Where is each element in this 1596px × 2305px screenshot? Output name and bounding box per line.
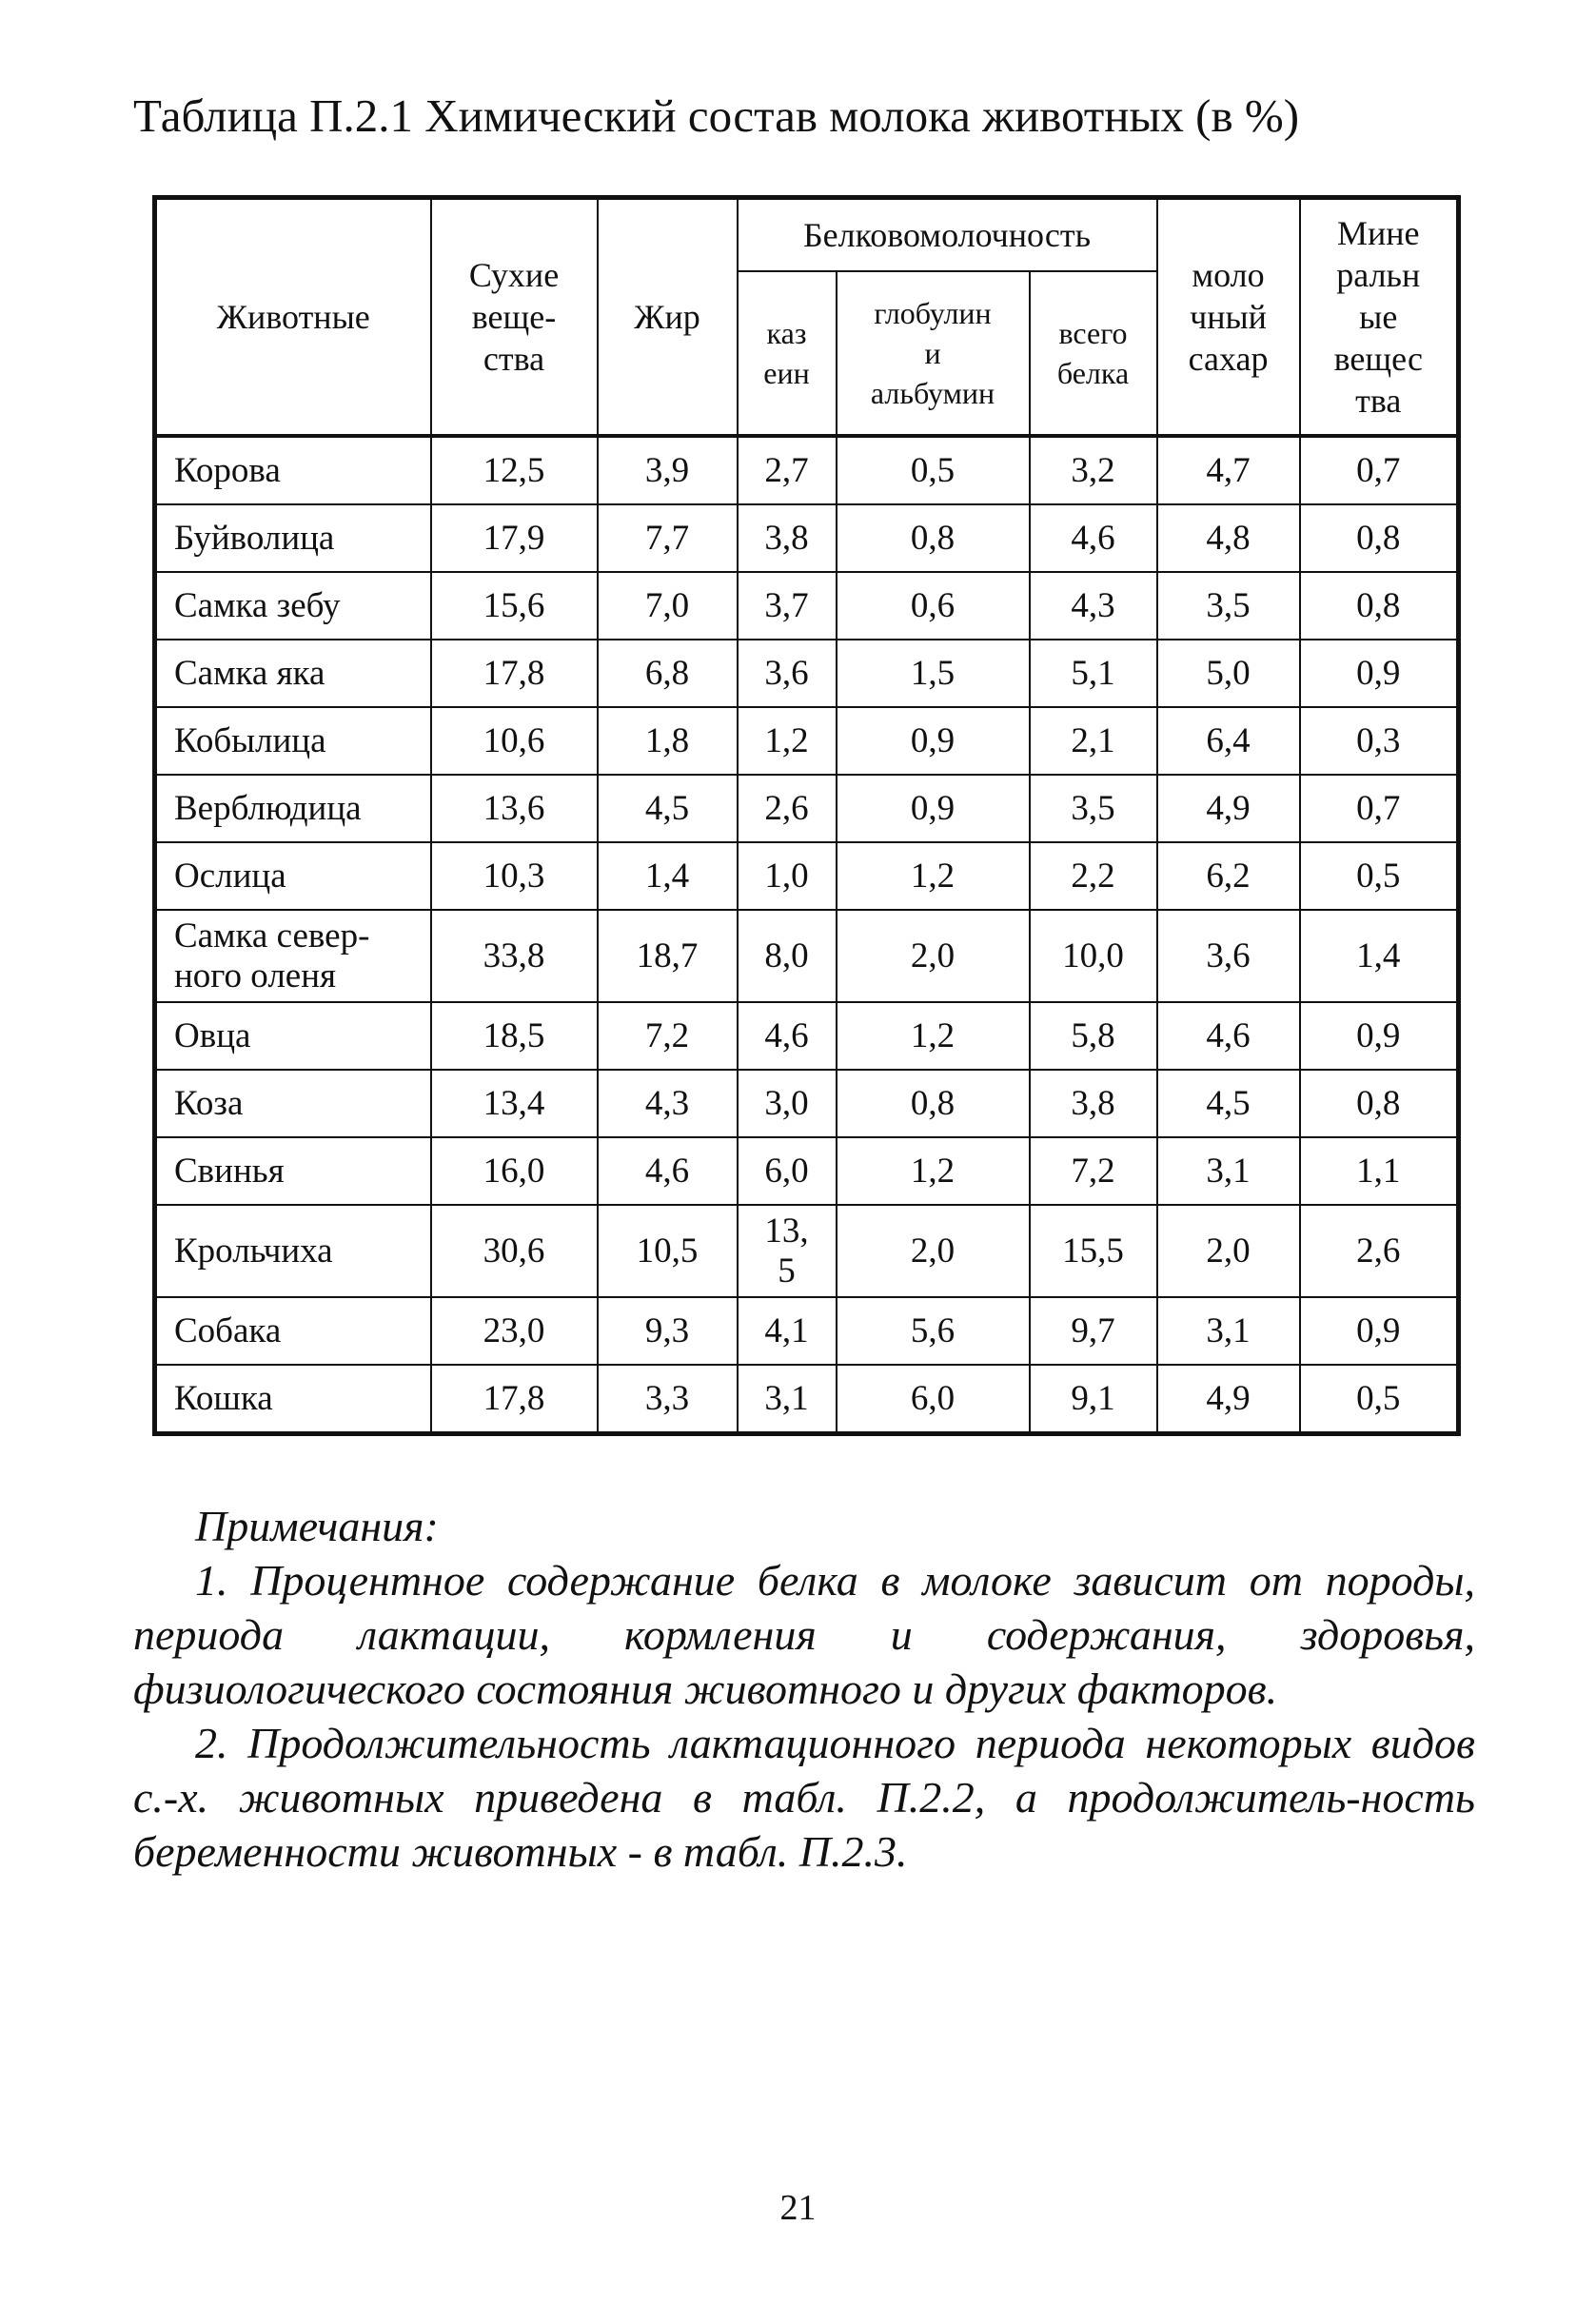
table-row	[155, 640, 1459, 707]
composition-table-container	[152, 195, 1456, 1436]
cell-dry-matter: 17,8	[431, 640, 598, 707]
cell-globulin: 1,2	[837, 1137, 1030, 1205]
cell-dry-matter: 33,8	[431, 910, 598, 1002]
cell-lactose: 4,5	[1157, 1070, 1300, 1137]
cell-animal	[155, 775, 431, 842]
cell-fat: 7,7	[598, 504, 738, 572]
cell-total-protein: 7,2	[1030, 1137, 1157, 1205]
table-row	[155, 1137, 1459, 1205]
table-row	[155, 842, 1459, 910]
cell-lactose: 4,8	[1157, 504, 1300, 572]
note-item: 2. Продолжительность лактационного периода некоторых видов с.-х. животных приведена в табл. П.2.2, а продолжитель-ность беременности животных - в табл. П.2.3.	[133, 1719, 1475, 1876]
cell-fat: 6,8	[598, 640, 738, 707]
cell-total-protein: 4,6	[1030, 504, 1157, 572]
header-dry-matter-line: ства	[483, 340, 545, 378]
cell-animal-line: Овца	[174, 1015, 251, 1055]
notes-section	[133, 1499, 1475, 1879]
header-globulin-line: и	[924, 336, 941, 370]
cell-lactose: 5,0	[1157, 640, 1300, 707]
header-globulin	[837, 271, 1030, 436]
cell-casein: 1,2	[738, 707, 837, 775]
cell-casein: 2,7	[738, 436, 837, 504]
cell-dry-matter: 13,6	[431, 775, 598, 842]
header-total-protein-line: всего	[1058, 316, 1128, 350]
cell-lactose: 3,1	[1157, 1137, 1300, 1205]
cell-total-protein: 9,1	[1030, 1365, 1157, 1434]
cell-total-protein: 3,2	[1030, 436, 1157, 504]
cell-animal	[155, 1070, 431, 1137]
header-fat: Жир	[598, 198, 738, 437]
cell-total-protein: 4,3	[1030, 572, 1157, 640]
cell-fat: 7,0	[598, 572, 738, 640]
cell-globulin: 0,9	[837, 775, 1030, 842]
header-dry-matter-line: веще-	[471, 298, 557, 336]
cell-casein: 4,1	[738, 1297, 837, 1365]
cell-minerals: 0,5	[1300, 1365, 1459, 1434]
cell-lactose: 3,6	[1157, 910, 1300, 1002]
cell-animal	[155, 1205, 431, 1297]
cell-dry-matter: 12,5	[431, 436, 598, 504]
table-row	[155, 775, 1459, 842]
cell-animal	[155, 842, 431, 910]
header-globulin-line: глобулин	[874, 296, 992, 330]
cell-casein: 3,1	[738, 1365, 837, 1434]
header-minerals-line: ые	[1359, 298, 1398, 336]
table-row	[155, 1205, 1459, 1297]
cell-animal	[155, 1365, 431, 1434]
cell-dry-matter: 15,6	[431, 572, 598, 640]
cell-dry-matter: 10,3	[431, 842, 598, 910]
cell-casein: 4,6	[738, 1002, 837, 1070]
cell-dry-matter: 30,6	[431, 1205, 598, 1297]
header-minerals-line: Мине	[1337, 214, 1420, 252]
cell-animal-line: Собака	[174, 1310, 282, 1350]
cell-casein: 3,7	[738, 572, 837, 640]
cell-animal	[155, 640, 431, 707]
cell-globulin: 0,8	[837, 504, 1030, 572]
cell-total-protein: 3,8	[1030, 1070, 1157, 1137]
cell-casein: 6,0	[738, 1137, 837, 1205]
page-number: 21	[779, 2188, 817, 2228]
table-title: Таблица П.2.1 Химический состав молока животных (в %)	[133, 89, 1300, 142]
cell-fat: 10,5	[598, 1205, 738, 1297]
table-row	[155, 1297, 1459, 1365]
header-minerals-line: тва	[1355, 382, 1402, 420]
table-header	[155, 198, 1459, 437]
cell-globulin: 6,0	[837, 1365, 1030, 1434]
cell-dry-matter: 10,6	[431, 707, 598, 775]
cell-fat: 3,3	[598, 1365, 738, 1434]
cell-lactose: 3,1	[1157, 1297, 1300, 1365]
cell-animal-line: Крольчиха	[174, 1231, 333, 1271]
cell-casein: 1,0	[738, 842, 837, 910]
cell-casein: 3,6	[738, 640, 837, 707]
notes-heading: Примечания:	[195, 1502, 439, 1550]
cell-animal	[155, 436, 431, 504]
cell-animal-line: Самка яка	[174, 653, 325, 693]
table-row	[155, 707, 1459, 775]
cell-total-protein: 5,1	[1030, 640, 1157, 707]
cell-minerals: 1,4	[1300, 910, 1459, 1002]
cell-total-protein: 15,5	[1030, 1205, 1157, 1297]
header-lactose-line: чный	[1190, 298, 1267, 336]
cell-animal	[155, 1297, 431, 1365]
cell-minerals: 0,8	[1300, 1070, 1459, 1137]
cell-animal-line: Кобылица	[174, 720, 326, 760]
header-casein-line: еин	[763, 356, 810, 390]
cell-globulin: 1,5	[837, 640, 1030, 707]
cell-dry-matter: 16,0	[431, 1137, 598, 1205]
cell-animal-line: Кошка	[174, 1378, 273, 1418]
cell-casein: 3,0	[738, 1070, 837, 1137]
cell-globulin: 2,0	[837, 910, 1030, 1002]
header-casein	[738, 271, 837, 436]
cell-animal-line: Корова	[174, 450, 281, 490]
cell-lactose: 3,5	[1157, 572, 1300, 640]
cell-animal-line: Свинья	[174, 1151, 285, 1191]
table-row	[155, 1365, 1459, 1434]
cell-globulin: 0,5	[837, 436, 1030, 504]
milk-composition-table	[152, 195, 1461, 1436]
cell-minerals: 0,3	[1300, 707, 1459, 775]
header-protein-group: Белковомолочность	[738, 198, 1157, 272]
cell-total-protein: 3,5	[1030, 775, 1157, 842]
table-body	[155, 436, 1459, 1434]
cell-minerals: 2,6	[1300, 1205, 1459, 1297]
cell-lactose: 4,6	[1157, 1002, 1300, 1070]
cell-total-protein: 2,1	[1030, 707, 1157, 775]
header-lactose	[1157, 198, 1300, 437]
header-lactose-line: сахар	[1188, 340, 1269, 378]
cell-minerals: 0,9	[1300, 640, 1459, 707]
header-minerals-line: вещес	[1333, 340, 1423, 378]
cell-casein: 2,6	[738, 775, 837, 842]
table-row	[155, 504, 1459, 572]
cell-total-protein: 9,7	[1030, 1297, 1157, 1365]
cell-minerals: 0,8	[1300, 572, 1459, 640]
header-total-protein-line: белка	[1056, 356, 1130, 390]
cell-dry-matter: 13,4	[431, 1070, 598, 1137]
cell-dry-matter: 17,8	[431, 1365, 598, 1434]
cell-animal-line: Буйволица	[174, 518, 335, 558]
header-globulin-line: альбумин	[870, 376, 995, 410]
header-total-protein	[1030, 271, 1157, 436]
cell-lactose: 6,4	[1157, 707, 1300, 775]
header-dry-matter-line: Сухие	[468, 256, 560, 294]
cell-dry-matter: 23,0	[431, 1297, 598, 1365]
cell-minerals: 0,8	[1300, 504, 1459, 572]
cell-animal	[155, 504, 431, 572]
cell-animal-line: Верблюдица	[174, 788, 362, 828]
cell-lactose: 4,9	[1157, 1365, 1300, 1434]
cell-minerals: 0,5	[1300, 842, 1459, 910]
cell-fat: 1,4	[598, 842, 738, 910]
header-animals: Животные	[155, 198, 431, 437]
cell-lactose: 4,9	[1157, 775, 1300, 842]
cell-lactose: 2,0	[1157, 1205, 1300, 1297]
table-row	[155, 436, 1459, 504]
note-item: 1. Процентное содержание белка в молоке зависит от породы, периода лактации, кормления и содержания, здоровья, физиологического состояния животного и других факторов.	[133, 1556, 1475, 1713]
cell-globulin: 5,6	[837, 1297, 1030, 1365]
cell-casein: 13, 5	[738, 1205, 837, 1297]
cell-animal-line: Самка зебу	[174, 585, 341, 625]
header-minerals	[1300, 198, 1459, 437]
cell-minerals: 0,7	[1300, 436, 1459, 504]
header-casein-line: каз	[766, 316, 807, 350]
cell-fat: 1,8	[598, 707, 738, 775]
cell-minerals: 0,9	[1300, 1002, 1459, 1070]
cell-total-protein: 2,2	[1030, 842, 1157, 910]
cell-animal-line: ного оленя	[174, 955, 337, 995]
cell-casein: 3,8	[738, 504, 837, 572]
cell-animal	[155, 910, 431, 1002]
cell-globulin: 2,0	[837, 1205, 1030, 1297]
table-row	[155, 572, 1459, 640]
cell-fat: 4,3	[598, 1070, 738, 1137]
table-row	[155, 910, 1459, 1002]
cell-total-protein: 10,0	[1030, 910, 1157, 1002]
cell-animal	[155, 1137, 431, 1205]
cell-total-protein: 5,8	[1030, 1002, 1157, 1070]
cell-fat: 4,6	[598, 1137, 738, 1205]
cell-globulin: 0,6	[837, 572, 1030, 640]
cell-animal-line: Самка север-	[174, 916, 370, 955]
cell-minerals: 0,7	[1300, 775, 1459, 842]
table-row	[155, 1070, 1459, 1137]
cell-animal	[155, 572, 431, 640]
cell-globulin: 1,2	[837, 842, 1030, 910]
header-minerals-line: ральн	[1336, 256, 1421, 294]
header-lactose-line: моло	[1192, 256, 1265, 294]
cell-casein: 8,0	[738, 910, 837, 1002]
cell-dry-matter: 18,5	[431, 1002, 598, 1070]
cell-fat: 9,3	[598, 1297, 738, 1365]
cell-lactose: 6,2	[1157, 842, 1300, 910]
cell-lactose: 4,7	[1157, 436, 1300, 504]
cell-fat: 4,5	[598, 775, 738, 842]
cell-animal-line: Ослица	[174, 856, 286, 896]
table-row	[155, 1002, 1459, 1070]
cell-fat: 18,7	[598, 910, 738, 1002]
cell-fat: 7,2	[598, 1002, 738, 1070]
cell-fat: 3,9	[598, 436, 738, 504]
cell-dry-matter: 17,9	[431, 504, 598, 572]
cell-minerals: 1,1	[1300, 1137, 1459, 1205]
cell-minerals: 0,9	[1300, 1297, 1459, 1365]
header-dry-matter	[431, 198, 598, 437]
cell-animal	[155, 1002, 431, 1070]
cell-globulin: 1,2	[837, 1002, 1030, 1070]
cell-globulin: 0,8	[837, 1070, 1030, 1137]
cell-globulin: 0,9	[837, 707, 1030, 775]
cell-animal-line: Коза	[174, 1083, 244, 1123]
cell-animal	[155, 707, 431, 775]
